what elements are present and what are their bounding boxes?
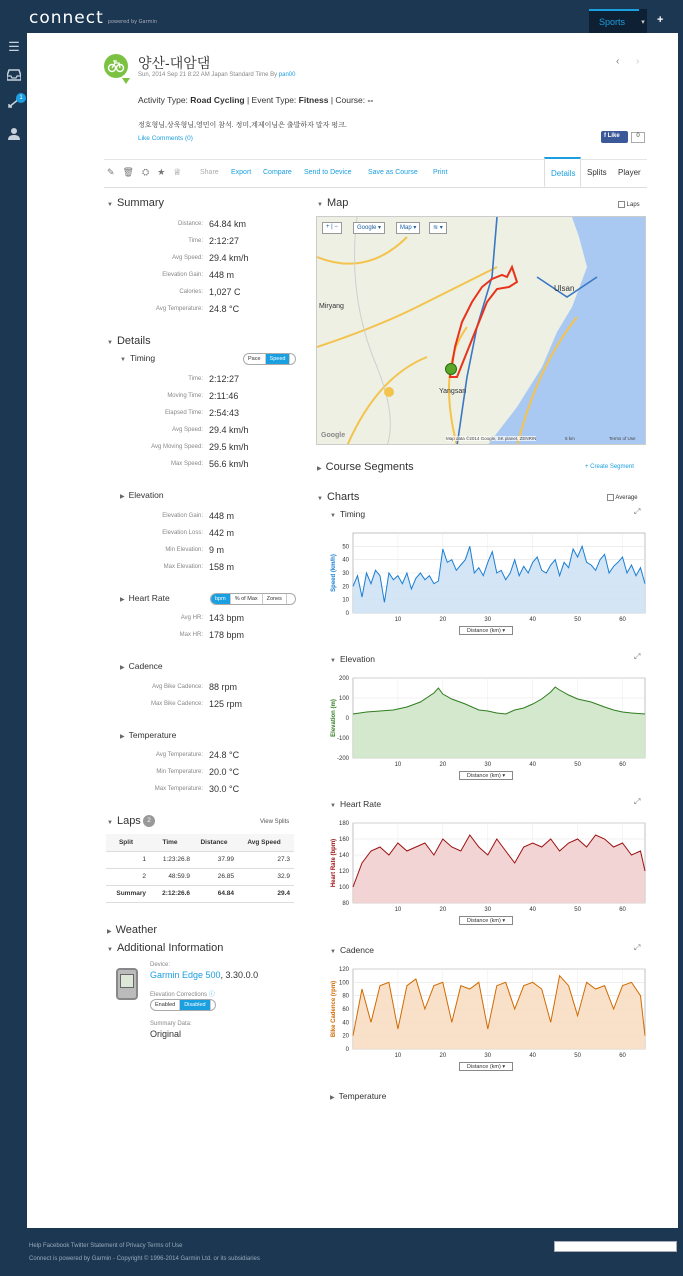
chevron-down-icon[interactable]: ▾ bbox=[639, 9, 647, 33]
percent-max-option[interactable]: % of Max bbox=[231, 594, 263, 604]
cell: 37.99 bbox=[194, 851, 238, 868]
map-attribution: Map data ©2014 Google, SK planet, ZENRIN bbox=[446, 436, 537, 441]
table-row-summary bbox=[106, 885, 294, 902]
stat-label: Elapsed Time: bbox=[164, 410, 203, 416]
send-to-device-button[interactable]: Send to Device bbox=[304, 169, 352, 176]
add-icon[interactable]: + bbox=[657, 14, 664, 26]
y-tick-label: 0 bbox=[345, 1047, 349, 1053]
pace-speed-toggle[interactable] bbox=[243, 353, 296, 365]
chevron-down-icon: ▾ bbox=[500, 1064, 506, 1070]
stat-label: Max Speed: bbox=[170, 461, 203, 467]
facebook-like-button[interactable]: f Like bbox=[601, 131, 628, 143]
elevation-chart-svg bbox=[317, 666, 647, 776]
disabled-option[interactable]: Disabled bbox=[180, 1000, 210, 1010]
map-type-select[interactable]: Map ▾ bbox=[396, 222, 420, 234]
x-tick-label: 60 bbox=[619, 1053, 626, 1059]
average-checkbox[interactable]: Average bbox=[607, 494, 638, 501]
x-tick-label: 10 bbox=[394, 907, 402, 913]
facebook-icon: f bbox=[604, 133, 606, 139]
elevation-corrections-toggle[interactable] bbox=[150, 999, 216, 1011]
prev-activity-icon[interactable]: ‹ bbox=[616, 56, 620, 67]
stat-value: 442 m bbox=[209, 528, 235, 538]
summary-data-value: Original bbox=[150, 1029, 182, 1039]
main-content bbox=[27, 33, 678, 1228]
map-heading[interactable]: ▼ Map bbox=[317, 197, 349, 209]
elevation-heading[interactable]: ▶ Elevation bbox=[120, 490, 164, 500]
x-tick-label: 20 bbox=[439, 907, 447, 913]
stat-value: 24.8 °C bbox=[209, 304, 240, 314]
next-activity-icon[interactable]: › bbox=[636, 56, 640, 67]
map-label-ulsan: Ulsan bbox=[554, 284, 575, 293]
cell: 1:23:26.8 bbox=[150, 851, 194, 868]
x-tick-label: 10 bbox=[394, 617, 402, 623]
y-axis-label: Bike Cadence (rpm) bbox=[331, 980, 337, 1038]
stat-label: Min Temperature: bbox=[156, 769, 203, 775]
stat-value: 29.4 km/h bbox=[209, 253, 249, 263]
x-tick-label: 30 bbox=[484, 907, 492, 913]
device-info: Garmin Edge 500, 3.30.0.0 bbox=[150, 970, 259, 980]
y-tick-label: 200 bbox=[338, 676, 349, 682]
hr-unit-toggle[interactable] bbox=[210, 593, 296, 605]
map-label-yangsan: Yangsan bbox=[439, 388, 467, 395]
stat-value: 448 m bbox=[209, 511, 235, 521]
activity-type-line: Activity Type: Road Cycling | Event Type: Fitness | Course: -- bbox=[138, 95, 374, 105]
expand-icon[interactable]: ⤢ bbox=[634, 507, 641, 516]
y-tick-label: 100 bbox=[338, 696, 349, 702]
elevation-chart[interactable] bbox=[317, 666, 647, 778]
event-type[interactable]: Fitness bbox=[298, 95, 329, 105]
menu-icon[interactable]: ☰ bbox=[8, 39, 20, 54]
cell: 2 bbox=[106, 868, 150, 885]
col-distance: Distance bbox=[194, 834, 238, 851]
y-tick-label: 0 bbox=[345, 716, 349, 722]
y-tick-label: 180 bbox=[338, 821, 349, 827]
stat-label: Max HR: bbox=[179, 632, 203, 638]
user-link[interactable]: pan00 bbox=[278, 72, 296, 78]
timing-chart[interactable] bbox=[317, 521, 647, 633]
timing-chart-heading[interactable]: ▼ Timing bbox=[330, 509, 366, 519]
elevation-chart-heading[interactable]: ▼ Elevation bbox=[330, 654, 375, 664]
inbox-icon[interactable] bbox=[6, 69, 22, 83]
y-tick-label: 100 bbox=[338, 885, 349, 891]
x-tick-label: 60 bbox=[619, 907, 626, 913]
distance-axis-select[interactable]: Distance (km) ▾ bbox=[459, 626, 513, 635]
cell: 32.9 bbox=[238, 868, 294, 885]
course-segments-heading[interactable]: ▶ Course Segments bbox=[317, 461, 414, 473]
stat-value: 158 m bbox=[209, 562, 235, 572]
cadence-chart-heading[interactable]: ▼ Cadence bbox=[330, 945, 374, 955]
bpm-option[interactable]: bpm bbox=[211, 594, 231, 604]
x-tick-label: 30 bbox=[484, 762, 492, 768]
heart-rate-chart-heading[interactable]: ▼ Heart Rate bbox=[330, 799, 382, 809]
stat-label: Time: bbox=[188, 376, 203, 382]
laps-count-badge: 2 bbox=[143, 815, 155, 827]
charts-heading[interactable]: ▼ Charts bbox=[317, 491, 360, 503]
sports-tab[interactable]: Sports bbox=[589, 9, 639, 33]
stat-label: Max Elevation: bbox=[163, 564, 203, 570]
activity-description[interactable]: 정호형님,상욱형님,영민이 참석. 정미,계제이님은 출발하자 말자 펑크. bbox=[138, 122, 347, 129]
summary-data-label: Summary Data: bbox=[150, 1021, 192, 1027]
stat-value: 143 bpm bbox=[209, 613, 245, 623]
stat-label: Elevation Gain: bbox=[162, 513, 203, 519]
x-tick-label: 40 bbox=[529, 762, 537, 768]
y-tick-label: 60 bbox=[342, 1007, 349, 1013]
cell: 48:59.9 bbox=[150, 868, 194, 885]
summary-heading[interactable]: ▼ Summary bbox=[107, 197, 165, 209]
zoom-controls[interactable]: + | − bbox=[322, 222, 342, 234]
map-label-miryang: Miryang bbox=[319, 303, 344, 310]
chevron-down-icon: ▾ bbox=[500, 773, 506, 779]
table-row[interactable] bbox=[106, 851, 294, 868]
enabled-option[interactable]: Enabled bbox=[151, 1000, 180, 1010]
view-splits-link[interactable]: View Splits bbox=[260, 819, 290, 825]
zoom-in-icon[interactable]: + bbox=[326, 224, 330, 230]
cell: 29.4 bbox=[238, 885, 294, 902]
help-icon[interactable]: ⓘ bbox=[208, 992, 215, 998]
map-scale: 5 km bbox=[565, 436, 575, 441]
y-tick-label: 120 bbox=[338, 869, 349, 875]
cell: 26.85 bbox=[194, 868, 238, 885]
stat-label: Distance: bbox=[177, 221, 203, 227]
footer-ad-box[interactable] bbox=[554, 1241, 677, 1252]
zones-option[interactable]: Zones bbox=[263, 594, 287, 604]
stat-value: 64.84 km bbox=[209, 219, 247, 229]
stat-value: 178 bpm bbox=[209, 630, 245, 640]
expand-icon[interactable]: ⤢ bbox=[634, 943, 641, 952]
y-tick-label: 140 bbox=[338, 853, 349, 859]
stat-value: 125 rpm bbox=[209, 699, 243, 709]
create-segment-button[interactable]: + Create Segment bbox=[585, 464, 634, 470]
stat-value: 20.0 °C bbox=[209, 767, 240, 777]
heart-rate-chart[interactable] bbox=[317, 811, 647, 923]
stat-value: 2:11:46 bbox=[209, 391, 239, 401]
stat-value: 2:54:43 bbox=[209, 408, 240, 418]
y-tick-label: 50 bbox=[342, 544, 349, 551]
connect-logo[interactable]: connect powered by Garmin bbox=[29, 8, 158, 28]
stat-label: Max Temperature: bbox=[154, 786, 203, 792]
delete-icon[interactable]: 🗑 bbox=[122, 167, 142, 177]
stat-value: 29.5 km/h bbox=[209, 442, 249, 452]
laps-table bbox=[106, 834, 294, 903]
col-split: Split bbox=[106, 834, 150, 851]
stat-label: Calories: bbox=[179, 289, 203, 295]
y-tick-label: 40 bbox=[342, 1020, 349, 1027]
pace-option[interactable]: Pace bbox=[244, 354, 266, 364]
cycling-icon bbox=[104, 54, 128, 78]
y-tick-label: 80 bbox=[342, 993, 349, 1000]
y-tick-label: 100 bbox=[338, 980, 349, 987]
laps-header-row bbox=[106, 834, 294, 851]
stat-label: Avg Speed: bbox=[172, 255, 203, 261]
top-header bbox=[0, 0, 683, 33]
toolbar-icons bbox=[107, 167, 189, 178]
col-time: Time bbox=[150, 834, 194, 851]
share-button[interactable]: Share bbox=[200, 169, 219, 176]
cell: 64.84 bbox=[194, 885, 238, 902]
cell: 2:12:26.6 bbox=[150, 885, 194, 902]
device-label: Device: bbox=[150, 962, 171, 968]
stat-label: Avg HR: bbox=[180, 615, 203, 621]
temperature-heading[interactable]: ▶ Temperature bbox=[120, 730, 177, 740]
chevron-down-icon: ▾ bbox=[500, 918, 506, 924]
trophy-icon[interactable]: ♕ bbox=[173, 167, 190, 177]
temperature-chart-heading[interactable]: ▶ Temperature bbox=[330, 1091, 387, 1101]
x-tick-label: 30 bbox=[484, 1053, 492, 1059]
tabs-underline bbox=[104, 187, 647, 188]
x-tick-label: 10 bbox=[394, 1053, 402, 1059]
y-tick-label: 80 bbox=[342, 901, 349, 907]
cadence-chart-svg bbox=[317, 957, 647, 1067]
stat-label: Avg Temperature: bbox=[155, 752, 203, 758]
stat-label: Max Bike Cadence: bbox=[150, 701, 203, 707]
timing-heading[interactable]: ▼ Timing bbox=[120, 353, 156, 363]
heart-rate-chart-svg bbox=[317, 811, 647, 921]
stat-value: 1,027 C bbox=[209, 287, 241, 297]
x-tick-label: 20 bbox=[439, 762, 447, 768]
stat-label: Avg Temperature: bbox=[155, 306, 203, 312]
edit-icon[interactable]: ✎ bbox=[107, 167, 123, 177]
zoom-out-icon[interactable]: − bbox=[334, 224, 338, 230]
heart-rate-heading[interactable]: ▶ Heart Rate bbox=[120, 593, 170, 603]
chevron-down-icon: ▾ bbox=[500, 628, 506, 634]
x-tick-label: 20 bbox=[439, 1053, 447, 1059]
y-tick-label: 20 bbox=[342, 1033, 349, 1040]
additional-info-heading[interactable]: ▼ Additional Information bbox=[107, 942, 224, 954]
y-tick-label: 10 bbox=[342, 597, 349, 604]
x-tick-label: 40 bbox=[529, 907, 537, 913]
stat-value: 56.6 km/h bbox=[209, 459, 249, 469]
stat-value: 448 m bbox=[209, 270, 235, 280]
y-axis-label: Elevation (m) bbox=[331, 699, 337, 737]
stat-label: Min Elevation: bbox=[165, 547, 203, 553]
expand-icon[interactable]: ⤢ bbox=[634, 797, 641, 806]
layers-icon[interactable]: ≋ ▾ bbox=[429, 222, 447, 234]
y-tick-label: 160 bbox=[338, 837, 349, 843]
pin-tip bbox=[122, 78, 130, 84]
footer-copyright: Connect is powered by Garmin - Copyright © 1996-2014 Garmin Ltd. or its subsidiaries bbox=[29, 1256, 260, 1262]
x-tick-label: 30 bbox=[484, 617, 492, 623]
map-terms-link[interactable]: Terms of Use bbox=[609, 436, 636, 441]
y-tick-label: 120 bbox=[338, 967, 349, 973]
y-axis-label: Heart Rate (bpm) bbox=[331, 838, 337, 888]
stat-label: Moving Time: bbox=[167, 393, 203, 399]
weather-heading[interactable]: ▶ Weather bbox=[107, 924, 157, 936]
distance-axis-select[interactable]: Distance (km) ▾ bbox=[459, 1062, 513, 1071]
stat-value: 9 m bbox=[209, 545, 225, 555]
device-link[interactable]: Garmin Edge 500 bbox=[150, 970, 221, 980]
cell: Summary bbox=[106, 885, 150, 902]
x-tick-label: 50 bbox=[574, 907, 581, 913]
y-tick-label: 0 bbox=[345, 611, 349, 617]
x-tick-label: 40 bbox=[529, 617, 537, 623]
x-tick-label: 60 bbox=[619, 762, 626, 768]
x-tick-label: 60 bbox=[619, 617, 626, 623]
stat-value: 29.4 km/h bbox=[209, 425, 249, 435]
cadence-chart[interactable] bbox=[317, 957, 647, 1069]
x-tick-label: 10 bbox=[394, 762, 402, 768]
footer-links[interactable]: Help Facebook Twitter Statement of Privacy Terms of Use bbox=[29, 1243, 183, 1249]
y-tick-label: -200 bbox=[336, 756, 349, 762]
x-tick-label: 40 bbox=[529, 1053, 537, 1059]
distance-axis-select[interactable]: Distance (km) ▾ bbox=[459, 771, 513, 780]
x-tick-label: 20 bbox=[439, 617, 447, 623]
tab-splits[interactable]: Splits bbox=[587, 168, 607, 177]
stat-value: 2:12:27 bbox=[209, 236, 240, 246]
activity-title[interactable]: 양산-대암댐 bbox=[138, 55, 211, 71]
y-tick-label: -100 bbox=[336, 736, 349, 742]
laps-heading[interactable]: ▼ Laps bbox=[107, 815, 141, 827]
y-tick-label: 40 bbox=[342, 557, 349, 564]
stat-label: Avg Bike Cadence: bbox=[152, 684, 203, 690]
export-button[interactable]: Export bbox=[231, 169, 252, 176]
stat-value: 2:12:27 bbox=[209, 374, 240, 384]
map-provider-select[interactable]: Google ▾ bbox=[353, 222, 385, 234]
user-icon[interactable] bbox=[6, 127, 22, 141]
x-tick-label: 50 bbox=[574, 617, 581, 623]
left-sidebar bbox=[0, 33, 27, 1228]
start-marker-icon[interactable] bbox=[445, 363, 457, 375]
stat-label: Avg Speed: bbox=[172, 427, 203, 433]
cell: 27.3 bbox=[238, 851, 294, 868]
y-axis-label: Speed (km/h) bbox=[331, 554, 337, 592]
stat-label: Time: bbox=[188, 238, 203, 244]
distance-axis-select[interactable]: Distance (km) ▾ bbox=[459, 916, 513, 925]
stat-value: 30.0 °C bbox=[209, 784, 240, 794]
x-tick-label: 50 bbox=[574, 1053, 581, 1059]
equipment-icon[interactable]: ⛭ bbox=[141, 167, 158, 177]
activity-date: Sun, 2014 Sep 21 8:22 AM Japan Standard Time By pan00 bbox=[138, 72, 296, 78]
expand-icon[interactable]: ⤢ bbox=[634, 652, 641, 661]
notification-badge: 1 bbox=[16, 93, 26, 103]
tab-player[interactable]: Player bbox=[618, 168, 641, 177]
like-count: 0 bbox=[631, 132, 645, 143]
activity-type[interactable]: Road Cycling bbox=[190, 95, 245, 105]
table-row[interactable] bbox=[106, 868, 294, 885]
stat-value: 24.8 °C bbox=[209, 750, 240, 760]
stat-label: Avg Moving Speed: bbox=[151, 444, 203, 450]
laps-checkbox[interactable]: Laps bbox=[618, 201, 640, 208]
col-avg-speed: Avg Speed bbox=[238, 834, 294, 851]
google-logo: Google bbox=[321, 432, 346, 439]
speed-option[interactable]: Speed bbox=[266, 354, 291, 364]
details-heading[interactable]: ▼ Details bbox=[107, 335, 151, 347]
favorite-icon[interactable]: ★ bbox=[157, 167, 174, 177]
device-image-icon bbox=[116, 968, 138, 1000]
stat-value: 88 rpm bbox=[209, 682, 238, 692]
y-tick-label: 30 bbox=[342, 571, 349, 577]
save-as-course-button[interactable]: Save as Course bbox=[368, 169, 418, 176]
y-tick-label: 20 bbox=[342, 584, 349, 591]
tab-details[interactable]: Details bbox=[544, 157, 581, 187]
stat-label: Elevation Gain: bbox=[162, 272, 203, 278]
stat-label: Elevation Loss: bbox=[162, 530, 203, 536]
x-tick-label: 50 bbox=[574, 762, 581, 768]
like-comments-link[interactable]: Like Comments (0) bbox=[138, 135, 193, 142]
elevation-corrections-label: Elevation Corrections ⓘ bbox=[150, 992, 215, 998]
route-map[interactable] bbox=[316, 216, 646, 445]
course-value[interactable]: -- bbox=[367, 95, 374, 105]
cell: 1 bbox=[106, 851, 150, 868]
print-button[interactable]: Print bbox=[433, 169, 448, 176]
timing-chart-svg bbox=[317, 521, 647, 631]
compare-button[interactable]: Compare bbox=[263, 169, 292, 176]
cadence-heading[interactable]: ▶ Cadence bbox=[120, 661, 163, 671]
